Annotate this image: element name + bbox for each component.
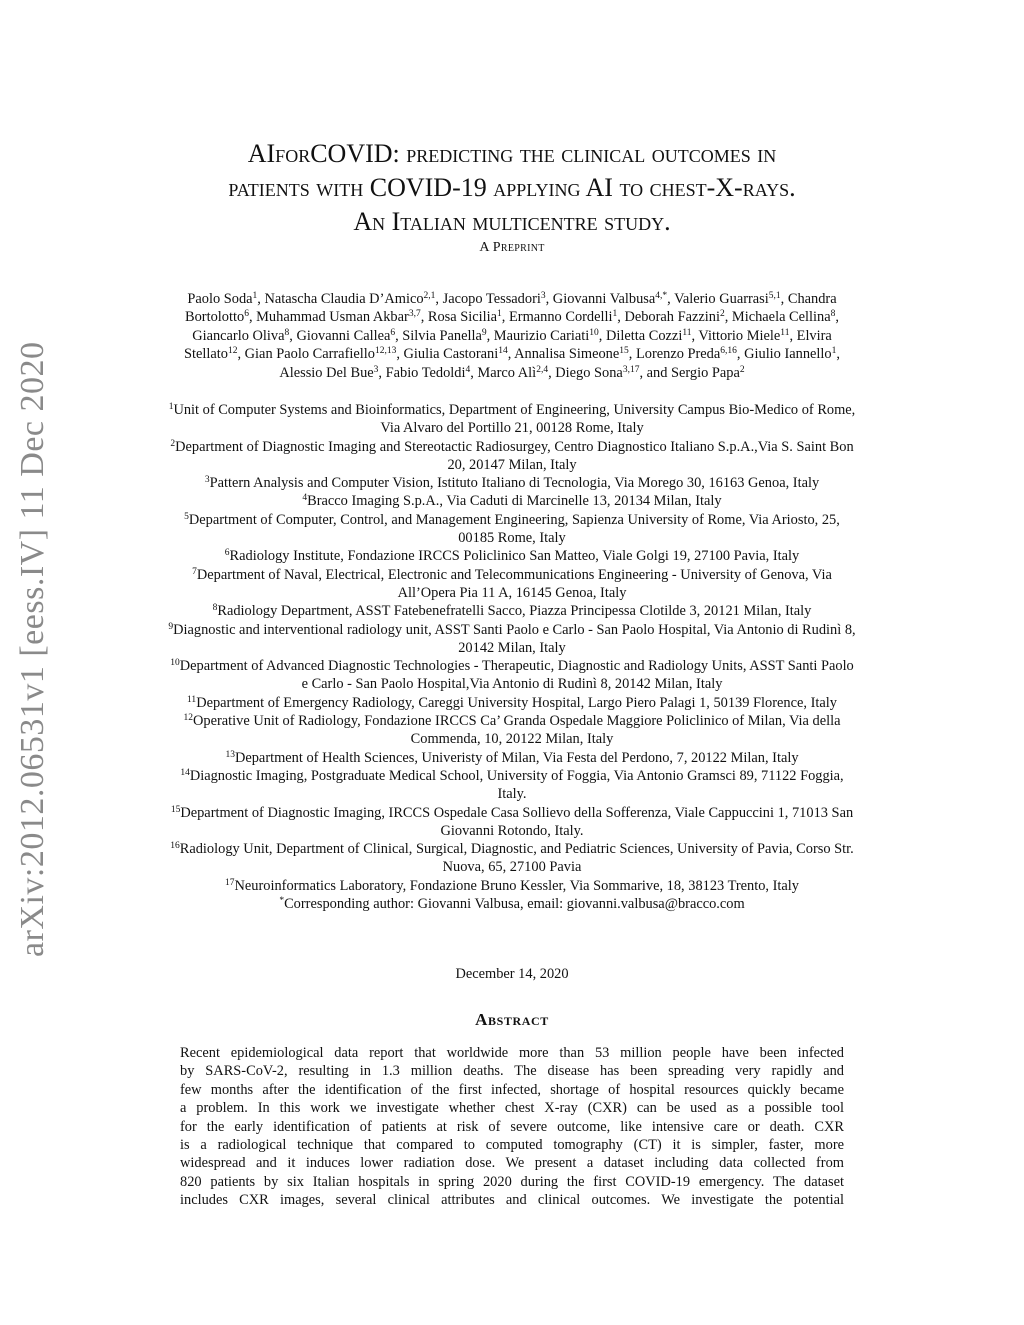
abstract-heading: Abstract bbox=[475, 1010, 549, 1029]
affiliation-line bbox=[110, 438, 914, 456]
text-run: Giovanni Rotondo, Italy. bbox=[440, 822, 584, 839]
affiliation-marker: 1 bbox=[612, 309, 618, 320]
affiliation-marker: 11 bbox=[780, 327, 790, 338]
text-run: , Gian Paolo Carrafiello bbox=[237, 346, 375, 363]
affiliation-marker: 10 bbox=[589, 327, 599, 338]
text-run: 20, 20147 Milan, Italy bbox=[447, 456, 577, 473]
text-run: Department of Naval, Electrical, Electronic and Telecommunications Engineering - University of Genova, Via bbox=[196, 566, 832, 583]
affiliation-marker: 2,4 bbox=[536, 364, 549, 375]
text-run: , Muhammad Usman Akbar bbox=[248, 309, 409, 326]
text-run: , Chandra bbox=[780, 291, 837, 307]
affiliation-marker: 1 bbox=[497, 309, 502, 320]
affiliation-marker: 15 bbox=[619, 346, 629, 357]
abstract-line: a problem. In this work we investigate whether chest X-ray (CXR) can be used as a possible tool bbox=[180, 1100, 844, 1117]
affiliation-line bbox=[110, 657, 914, 675]
affiliation-marker: 4 bbox=[302, 493, 308, 504]
affiliation-line bbox=[110, 840, 914, 858]
affiliation-marker: 2 bbox=[739, 364, 745, 375]
text-run: e Carlo - San Paolo Hospital,Via Antonio di Rudinì 8, 20142 Milan, Italy bbox=[301, 676, 723, 693]
text-run: Department of Advanced Diagnostic Technologies - Therapeutic, Diagnostic and Radiology Units, ASST Santi Paolo bbox=[179, 658, 854, 675]
text-run: Commenda, 10, 20122 Milan, Italy bbox=[410, 731, 614, 748]
affiliation-line bbox=[110, 712, 914, 730]
affiliation-line bbox=[110, 767, 914, 785]
affiliation-line bbox=[110, 529, 914, 547]
text-run: Diagnostic Imaging, Postgraduate Medical School, University of Foggia, Via Antonio Gramsci 89, 71122 Foggia, bbox=[189, 767, 844, 784]
affiliation-line bbox=[110, 804, 914, 822]
text-run: Operative Unit of Radiology, Fondazione IRCCS Ca’ Granda Ospedale Maggiore Policlinico of Milan, Via della bbox=[192, 713, 841, 730]
text-run: , Natascha Claudia D’Amico bbox=[257, 291, 424, 307]
affiliation-line bbox=[110, 419, 914, 437]
affiliation-line bbox=[110, 566, 914, 584]
text-run: , Annalisa Simeone bbox=[507, 346, 620, 363]
abstract-line: includes CXR images, several clinical attributes and clinical outcomes. We investigate the potential bbox=[180, 1192, 844, 1209]
affiliation-line bbox=[110, 877, 914, 895]
affiliation-list bbox=[110, 401, 914, 913]
affiliation-marker: 6 bbox=[390, 327, 396, 338]
affiliation-marker: 13 bbox=[225, 749, 235, 760]
author-line bbox=[118, 364, 906, 382]
abstract-line: few months after the identification of the first infected, shortage of hospital resources quickly became bbox=[180, 1081, 844, 1098]
text-run: Department of Health Sciences, Univeristy of Milan, Via Festa del Perdono, 7, 20122 Milan, Italy bbox=[234, 749, 799, 766]
text-run: Corresponding author: Giovanni Valbusa, email: giovanni.valbusa@bracco.com bbox=[284, 896, 745, 913]
text-run: Department of Computer, Control, and Management Engineering, Sapienza University of Rome, Via Ariosto, 25, bbox=[188, 511, 840, 528]
affiliation-line bbox=[110, 694, 914, 712]
text-run: Department of Diagnostic Imaging, IRCCS Ospedale Casa Sollievo della Sofferenza, Viale Cappuccini 1, 71013 San bbox=[180, 804, 854, 821]
affiliation-line bbox=[110, 730, 914, 748]
text-run: Alessio Del Bue bbox=[279, 364, 374, 381]
author-line bbox=[118, 327, 906, 345]
abstract-line: 820 patients by six Italian hospitals in spring 2020 during the first COVID-19 emergency. The dataset bbox=[180, 1173, 844, 1190]
affiliation-line bbox=[110, 401, 914, 419]
text-run: 20142 Milan, Italy bbox=[458, 639, 566, 656]
text-run: Bortolotto bbox=[185, 309, 245, 326]
text-run: , Vittorio Miele bbox=[691, 327, 781, 344]
text-run: Radiology Unit, Department of Clinical, Surgical, Diagnostic, and Pediatric Sciences, University of Pavia, Corso Str. bbox=[179, 841, 854, 858]
affiliation-marker: 12,13 bbox=[374, 346, 397, 357]
abstract-body bbox=[180, 1044, 844, 1210]
text-run: , Deborah Fazzini bbox=[617, 309, 720, 326]
title-line: AIforCOVID: predicting the clinical outcomes in bbox=[247, 139, 777, 168]
text-run: , Elvira bbox=[789, 327, 832, 344]
title-line: An Italian multicentre study. bbox=[353, 207, 671, 236]
affiliation-marker: 3,7 bbox=[408, 309, 421, 320]
affiliation-marker: 2,1 bbox=[423, 291, 436, 301]
text-run: , Valerio Guarrasi bbox=[667, 291, 769, 307]
affiliation-line bbox=[110, 858, 914, 876]
affiliation-marker: 3 bbox=[204, 475, 210, 486]
arxiv-identifier-stamp: arXiv:2012.06531v1 [eess.IV] 11 Dec 2020 bbox=[14, 341, 51, 957]
affiliation-marker: 17 bbox=[225, 877, 235, 888]
text-run: , Giovanni Valbusa bbox=[545, 291, 656, 307]
affiliation-line bbox=[110, 749, 914, 767]
text-run: , Diego Sona bbox=[548, 364, 623, 381]
text-run: All’Opera Pia 11 A, 16145 Genoa, Italy bbox=[397, 584, 627, 601]
affiliation-marker: 14 bbox=[498, 346, 508, 357]
affiliation-line bbox=[110, 547, 914, 565]
affiliation-line bbox=[110, 785, 914, 803]
affiliation-marker: 4,* bbox=[655, 291, 668, 301]
text-run: , Jacopo Tessadori bbox=[435, 291, 541, 307]
affiliation-marker: 8 bbox=[212, 603, 218, 614]
affiliation-marker: 2 bbox=[170, 438, 176, 449]
text-run: , Maurizio Cariati bbox=[486, 327, 590, 344]
author-list bbox=[118, 290, 906, 382]
text-run: Department of Emergency Radiology, Careggi University Hospital, Largo Piero Palagi 1, 50139 Florence, Italy bbox=[196, 694, 837, 711]
abstract-line: widespread and it induces lower radiation dose. We present a dataset including data collected from bbox=[180, 1155, 844, 1172]
affiliation-marker: 7 bbox=[192, 566, 197, 577]
affiliation-line bbox=[110, 639, 914, 657]
text-run: , Silvia Panella bbox=[395, 327, 482, 344]
preprint-label: A Preprint bbox=[479, 240, 545, 255]
affiliation-marker: 3 bbox=[540, 291, 546, 301]
affiliation-marker: 3,17 bbox=[622, 364, 640, 375]
affiliation-line bbox=[110, 621, 914, 639]
affiliation-marker: 9 bbox=[481, 327, 487, 338]
author-line bbox=[118, 308, 906, 326]
affiliation-marker: 8 bbox=[830, 309, 836, 320]
affiliation-marker: 10 bbox=[170, 658, 180, 669]
affiliation-line bbox=[110, 474, 914, 492]
text-run: , Ermanno Cordelli bbox=[501, 309, 613, 326]
author-line bbox=[118, 290, 906, 308]
abstract-line: Recent epidemiological data report that worldwide more than 53 million people have been infected bbox=[180, 1045, 844, 1061]
affiliation-line bbox=[110, 675, 914, 693]
title-line: patients with COVID-19 applying AI to chest-X-rays. bbox=[228, 173, 796, 202]
text-run: , Michaela Cellina bbox=[724, 309, 831, 326]
affiliation-marker: 14 bbox=[180, 767, 190, 778]
affiliation-marker: 2 bbox=[719, 309, 725, 320]
affiliation-line bbox=[110, 456, 914, 474]
text-run: , Marco Alì bbox=[470, 364, 537, 381]
text-run: Department of Diagnostic Imaging and Stereotactic Radiosurgey, Centro Diagnostico Italiano S.p.A.,Via S. Saint Bon bbox=[175, 438, 854, 455]
text-run: , Giovanni Callea bbox=[289, 327, 391, 344]
affiliation-marker: 8 bbox=[284, 327, 290, 338]
affiliation-marker: 9 bbox=[168, 621, 174, 632]
text-run: , Diletta Cozzi bbox=[598, 327, 683, 344]
text-run: Neuroinformatics Laboratory, Fondazione Bruno Kessler, Via Sommarive, 18, 38123 Trento, Italy bbox=[234, 877, 799, 894]
text-run: , Giulia Castorani bbox=[396, 346, 499, 363]
affiliation-line bbox=[110, 822, 914, 840]
affiliation-line bbox=[110, 511, 914, 529]
affiliation-marker: 12 bbox=[227, 346, 238, 357]
text-run: , and Sergio Papa bbox=[639, 364, 740, 381]
affiliation-marker: 12 bbox=[183, 713, 193, 724]
affiliation-marker: 6 bbox=[244, 309, 249, 320]
affiliation-line bbox=[110, 895, 914, 913]
abstract-line: for the early identification of patients at risk of severe outcome, like intensive care or death. CXR bbox=[180, 1118, 844, 1135]
affiliation-marker: 6,16 bbox=[720, 346, 737, 357]
affiliation-marker: 3 bbox=[373, 364, 379, 375]
text-run: , Lorenzo Preda bbox=[628, 346, 721, 363]
publication-date: December 14, 2020 bbox=[455, 966, 569, 982]
text-run: 00185 Rome, Italy bbox=[458, 530, 566, 547]
text-run: Pattern Analysis and Computer Vision, Istituto Italiano di Tecnologia, Via Morego 30, 16163 Genoa, Italy bbox=[209, 475, 820, 492]
text-run: Nuova, 65, 27100 Pavia bbox=[442, 859, 582, 876]
author-line bbox=[118, 345, 906, 363]
affiliation-marker: 16 bbox=[170, 841, 180, 852]
affiliation-marker: 5 bbox=[184, 511, 189, 522]
text-run: Via Alvaro del Portillo 21, 00128 Rome, Italy bbox=[380, 420, 644, 437]
text-run: Paolo Soda bbox=[187, 291, 253, 307]
text-run: Giancarlo Oliva bbox=[192, 327, 285, 344]
affiliation-marker: 1 bbox=[168, 402, 174, 412]
text-run: , Fabio Tedoldi bbox=[378, 364, 466, 381]
text-run: Unit of Computer Systems and Bioinformatics, Department of Engineering, University Campus Bio-Medico of Rome, bbox=[173, 402, 856, 418]
text-run: , bbox=[836, 346, 840, 363]
affiliation-marker: 5,1 bbox=[768, 291, 781, 301]
abstract-line: by SARS-CoV-2, resulting in 1.3 million deaths. The disease has been spreading very rapidly and bbox=[180, 1063, 844, 1080]
affiliation-marker: 11 bbox=[187, 694, 197, 705]
affiliation-marker: 4 bbox=[465, 364, 471, 375]
text-run: Diagnostic and interventional radiology unit, ASST Santi Paolo e Carlo - San Paolo Hospital, Via Antonio di Rudinì 8, bbox=[173, 621, 856, 638]
affiliation-marker: 11 bbox=[682, 327, 692, 338]
text-run: , Giulio Iannello bbox=[736, 346, 832, 363]
paper-title bbox=[100, 137, 924, 239]
affiliation-marker: 6 bbox=[224, 548, 230, 559]
affiliation-line bbox=[110, 492, 914, 510]
abstract-line: is a radiological technique that compared to computed tomography (CT) it is simpler, faster, more bbox=[180, 1137, 844, 1154]
text-run: , Rosa Sicilia bbox=[420, 309, 498, 326]
text-run: Bracco Imaging S.p.A., Via Caduti di Marcinelle 13, 20134 Milan, Italy bbox=[307, 493, 722, 510]
affiliation-marker: * bbox=[279, 896, 285, 907]
text-run: Italy. bbox=[497, 786, 527, 803]
affiliation-marker: 15 bbox=[170, 804, 181, 815]
affiliation-marker: 1 bbox=[831, 346, 837, 357]
text-run: Radiology Institute, Fondazione IRCCS Policlinico San Matteo, Viale Golgi 19, 27100 Pavia, Italy bbox=[229, 548, 800, 565]
affiliation-line bbox=[110, 602, 914, 620]
text-run: , bbox=[835, 309, 839, 326]
text-run: Stellato bbox=[184, 346, 228, 363]
affiliation-marker: 1 bbox=[252, 291, 258, 301]
affiliation-line bbox=[110, 584, 914, 602]
text-run: Radiology Department, ASST Fatebenefratelli Sacco, Piazza Principessa Clotilde 3, 20121 Milan, Italy bbox=[217, 603, 812, 620]
